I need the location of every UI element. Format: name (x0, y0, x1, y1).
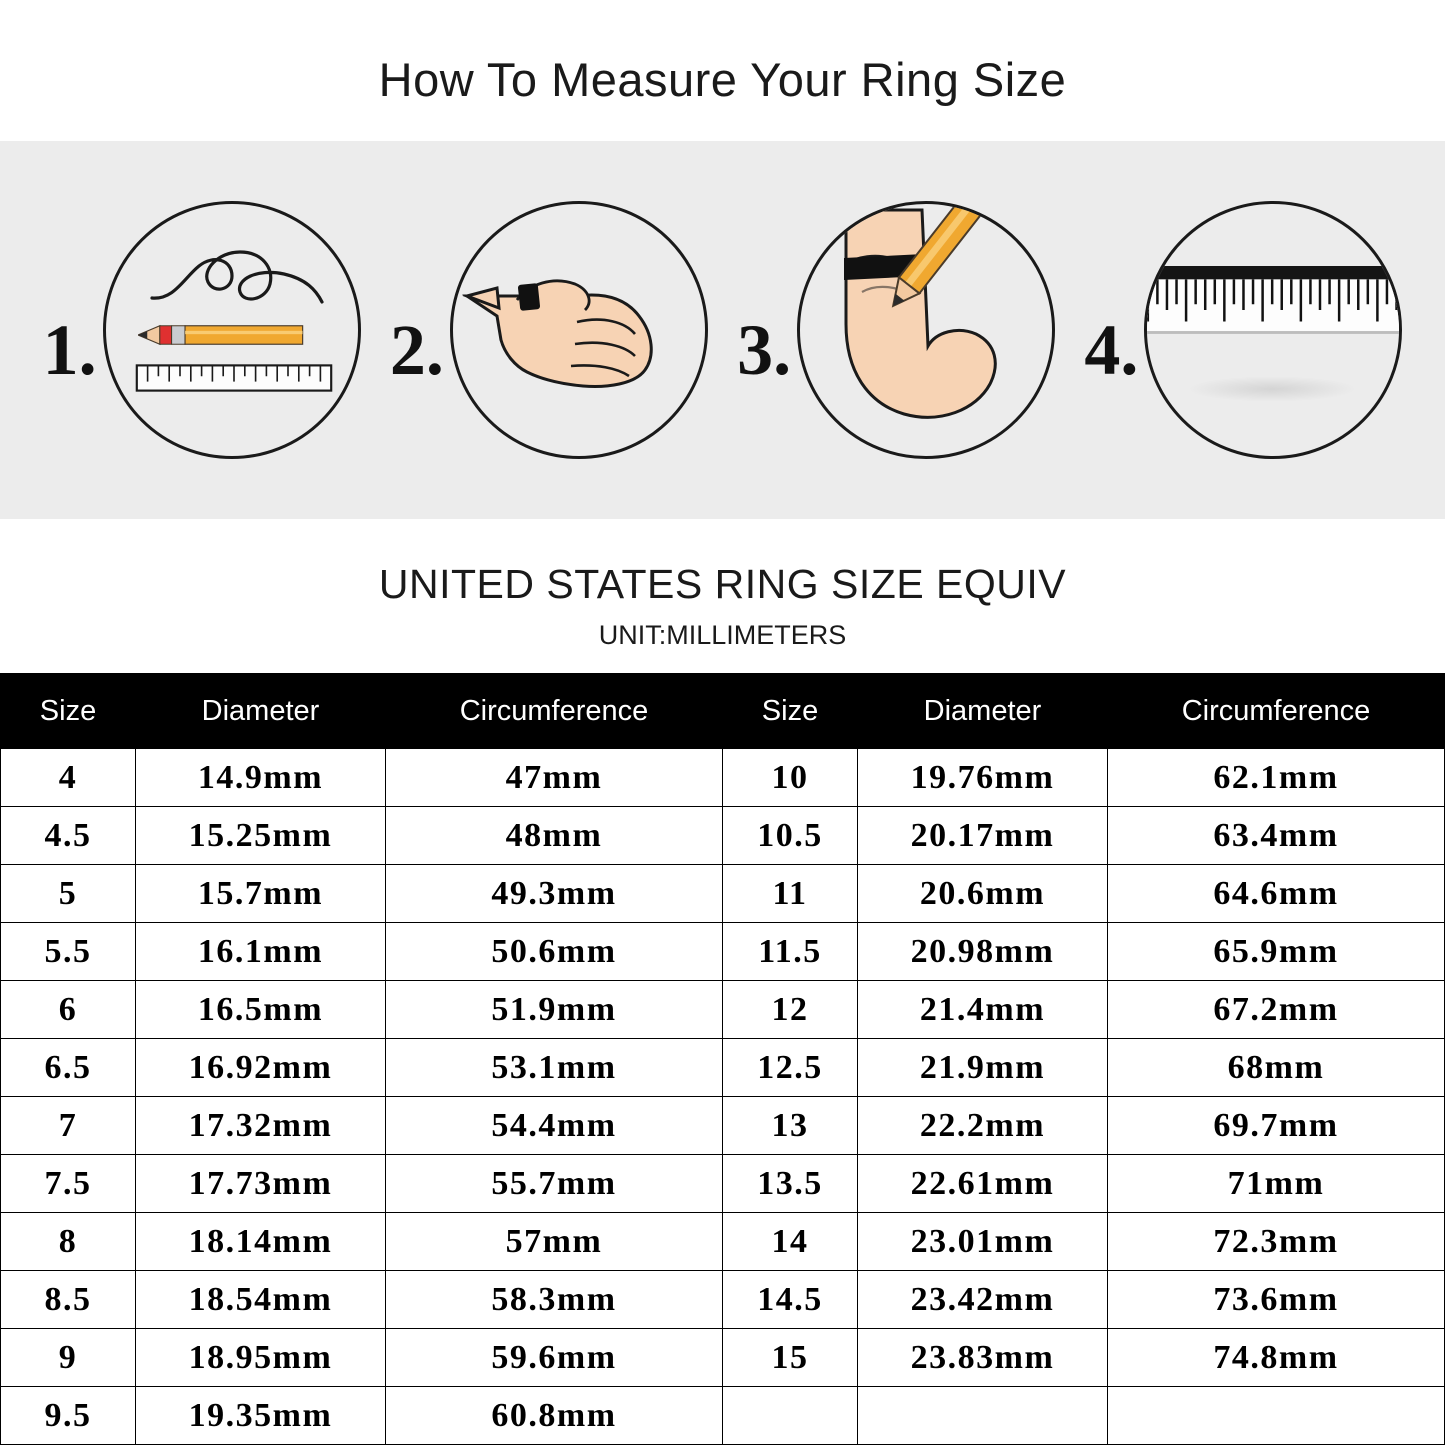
cell-size-left: 9 (1, 1329, 136, 1387)
cell-diameter-left: 18.14mm (136, 1213, 386, 1271)
cell-diameter-left: 15.7mm (136, 865, 386, 923)
string-icon (144, 238, 334, 328)
cell-diameter-left: 16.92mm (136, 1039, 386, 1097)
cell-size-right: 14.5 (723, 1271, 858, 1329)
cell-size-right: 11.5 (723, 923, 858, 981)
cell-diameter-right: 23.01mm (858, 1213, 1108, 1271)
step-4-number: 4. (1084, 310, 1139, 390)
table-body (1, 749, 1445, 1445)
cell-size-right: 12.5 (723, 1039, 858, 1097)
cell-circumference-left: 57mm (386, 1213, 723, 1271)
cell-diameter-left: 15.25mm (136, 807, 386, 865)
table-row (1, 807, 1445, 865)
cell-circumference-right: 73.6mm (1108, 1271, 1445, 1329)
step-3-number: 3. (737, 310, 792, 390)
cell-circumference-right: 62.1mm (1108, 749, 1445, 807)
cell-size-right: 13.5 (723, 1155, 858, 1213)
table-subtitle: UNIT:MILLIMETERS (598, 620, 847, 650)
table-row (1, 1155, 1445, 1213)
table-row (1, 1039, 1445, 1097)
ruler-icon (134, 360, 334, 396)
table-row (1, 923, 1445, 981)
cell-circumference-left: 51.9mm (386, 981, 723, 1039)
cell-diameter-right (858, 1387, 1108, 1445)
cell-size-left: 7 (1, 1097, 136, 1155)
cell-circumference-left: 53.1mm (386, 1039, 723, 1097)
header-diameter-left: Diameter (136, 674, 386, 749)
cell-diameter-left: 17.73mm (136, 1155, 386, 1213)
cell-diameter-left: 16.1mm (136, 923, 386, 981)
cell-circumference-right: 71mm (1108, 1155, 1445, 1213)
header-circumference-right: Circumference (1108, 674, 1445, 749)
cell-diameter-right: 19.76mm (858, 749, 1108, 807)
table-row (1, 1097, 1445, 1155)
step-1-illustration (103, 201, 361, 459)
step-1-number: 1. (42, 310, 97, 390)
size-table-section (0, 519, 1445, 1445)
cell-size-right: 10 (723, 749, 858, 807)
step-2-number: 2. (389, 310, 444, 390)
header-size-left: Size (1, 674, 136, 749)
table-header-row (1, 674, 1445, 749)
cell-size-left: 4.5 (1, 807, 136, 865)
ruler-shadow (1187, 376, 1357, 402)
cell-circumference-right (1108, 1387, 1445, 1445)
cell-diameter-right: 20.98mm (858, 923, 1108, 981)
cell-circumference-right: 68mm (1108, 1039, 1445, 1097)
cell-size-right: 11 (723, 865, 858, 923)
hand-with-string-icon (453, 204, 705, 456)
cell-circumference-left: 49.3mm (386, 865, 723, 923)
cell-size-left: 4 (1, 749, 136, 807)
ruler-measure-icon (1144, 266, 1402, 376)
cell-diameter-right: 21.4mm (858, 981, 1108, 1039)
cell-diameter-right: 21.9mm (858, 1039, 1108, 1097)
step-4 (1070, 201, 1417, 459)
cell-circumference-right: 64.6mm (1108, 865, 1445, 923)
cell-circumference-left: 55.7mm (386, 1155, 723, 1213)
pencil-icon (138, 322, 306, 348)
cell-size-right (723, 1387, 858, 1445)
cell-size-right: 13 (723, 1097, 858, 1155)
cell-circumference-left: 54.4mm (386, 1097, 723, 1155)
cell-diameter-left: 19.35mm (136, 1387, 386, 1445)
cell-size-right: 15 (723, 1329, 858, 1387)
cell-size-left: 9.5 (1, 1387, 136, 1445)
cell-size-left: 7.5 (1, 1155, 136, 1213)
cell-diameter-left: 16.5mm (136, 981, 386, 1039)
header-size-right: Size (723, 674, 858, 749)
cell-size-right: 12 (723, 981, 858, 1039)
cell-circumference-right: 74.8mm (1108, 1329, 1445, 1387)
cell-size-left: 5.5 (1, 923, 136, 981)
cell-diameter-left: 14.9mm (136, 749, 386, 807)
cell-diameter-right: 22.61mm (858, 1155, 1108, 1213)
cell-size-left: 5 (1, 865, 136, 923)
ring-size-table (0, 673, 1445, 1445)
cell-circumference-left: 58.3mm (386, 1271, 723, 1329)
measure-steps-band (0, 141, 1445, 519)
step-1 (28, 201, 375, 459)
finger-marking-pencil-icon (800, 204, 1052, 456)
cell-circumference-left: 50.6mm (386, 923, 723, 981)
cell-diameter-left: 18.95mm (136, 1329, 386, 1387)
step-4-illustration (1144, 201, 1402, 459)
cell-circumference-right: 65.9mm (1108, 923, 1445, 981)
cell-circumference-left: 59.6mm (386, 1329, 723, 1387)
cell-size-left: 8 (1, 1213, 136, 1271)
header-circumference-left: Circumference (386, 674, 723, 749)
cell-diameter-right: 23.83mm (858, 1329, 1108, 1387)
cell-diameter-right: 22.2mm (858, 1097, 1108, 1155)
cell-diameter-right: 20.6mm (858, 865, 1108, 923)
cell-circumference-left: 48mm (386, 807, 723, 865)
cell-size-right: 14 (723, 1213, 858, 1271)
table-row (1, 865, 1445, 923)
cell-circumference-left: 47mm (386, 749, 723, 807)
cell-size-left: 6 (1, 981, 136, 1039)
cell-diameter-right: 20.17mm (858, 807, 1108, 865)
cell-circumference-left: 60.8mm (386, 1387, 723, 1445)
step-2 (375, 201, 722, 459)
table-row (1, 1213, 1445, 1271)
table-row (1, 1271, 1445, 1329)
header-diameter-right: Diameter (858, 674, 1108, 749)
cell-circumference-right: 72.3mm (1108, 1213, 1445, 1271)
cell-size-right: 10.5 (723, 807, 858, 865)
step-3-illustration (797, 201, 1055, 459)
table-title: UNITED STATES RING SIZE EQUIV (378, 561, 1067, 607)
step-3 (723, 201, 1070, 459)
cell-size-left: 8.5 (1, 1271, 136, 1329)
cell-diameter-left: 18.54mm (136, 1271, 386, 1329)
cell-diameter-left: 17.32mm (136, 1097, 386, 1155)
cell-circumference-right: 69.7mm (1108, 1097, 1445, 1155)
table-row (1, 1387, 1445, 1445)
table-row (1, 981, 1445, 1039)
cell-circumference-right: 67.2mm (1108, 981, 1445, 1039)
cell-diameter-right: 23.42mm (858, 1271, 1108, 1329)
table-row (1, 1329, 1445, 1387)
cell-size-left: 6.5 (1, 1039, 136, 1097)
table-row (1, 749, 1445, 807)
cell-circumference-right: 63.4mm (1108, 807, 1445, 865)
page-title: How To Measure Your Ring Size (378, 53, 1067, 106)
step-2-illustration (450, 201, 708, 459)
